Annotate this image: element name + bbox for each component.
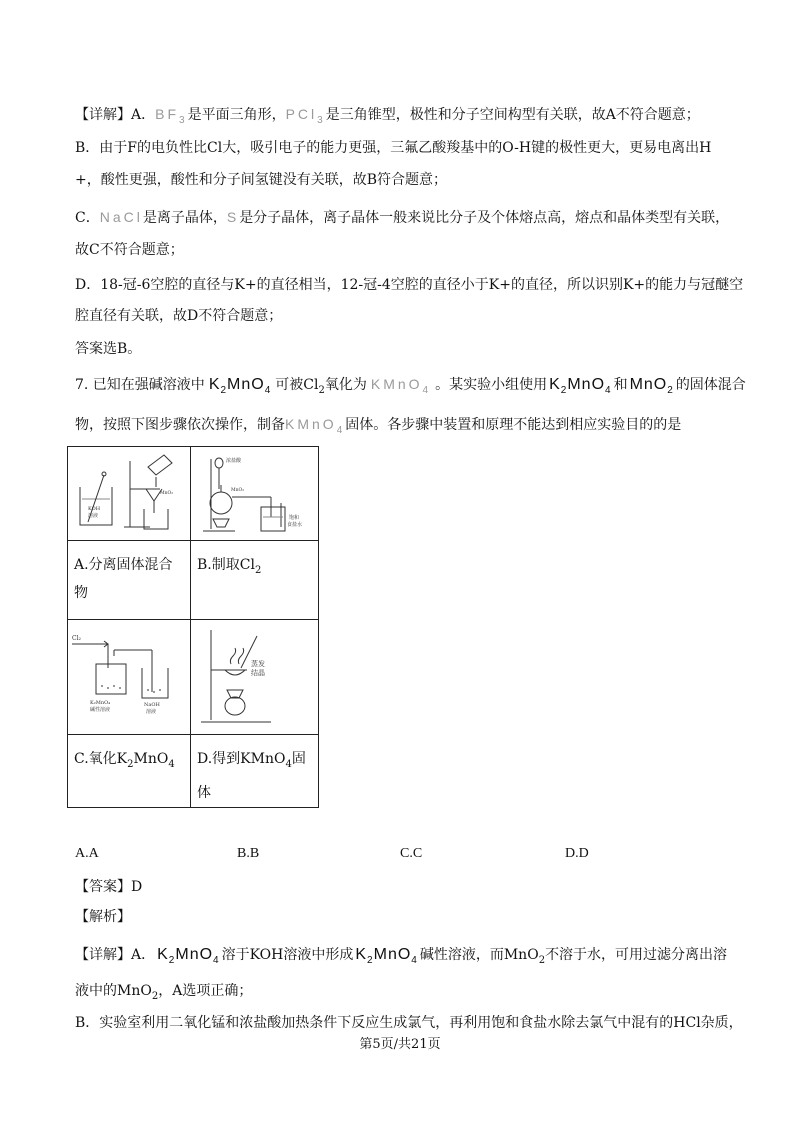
caption-b: B.制取$Cl_2$: [197, 557, 262, 576]
formula-kmno4-2: KMnO$_4$: [285, 416, 346, 436]
formula-k2mno4-4: $K_2MnO_4$: [355, 946, 418, 967]
choice-a[interactable]: A.A: [75, 846, 99, 861]
formula-pcl3: PCl$_3$: [285, 106, 326, 126]
detail-line-a-cont: 液中的MnO$_2$，A选项正确；: [75, 983, 253, 1002]
label-mno2-b: MnO₂: [231, 488, 244, 493]
explanation-line-b-cont: +，酸性更强，酸性和分子间氢键没有关联，故B符合题意；: [75, 172, 448, 188]
figure-cell-b: [191, 447, 319, 541]
explanation-line-d-cont: 腔直径有关联，故D不符合题意；: [75, 308, 283, 324]
filtration-apparatus-figure: [68, 447, 190, 540]
label-cl2: Cl₂: [72, 635, 81, 642]
answer-b-line: 答案选B。: [75, 341, 142, 357]
detail-line-a: 【详解】A． $K_2MnO_4$ 溶于KOH溶液中形成 $K_2MnO_4$ 碱性溶液，而MnO$_2$不溶于水，可用过滤分离出溶: [75, 946, 728, 967]
question-7-line-2: 物，按照下图步骤依次操作，制备KMnO$_4$固体。各步骤中装置和原理不能达到相应实验目的的是: [75, 416, 682, 436]
caption-cell-d: [191, 735, 319, 808]
chlorine-generation-apparatus-figure: [191, 447, 318, 540]
formula-s: S: [226, 209, 240, 225]
analysis-label: 【解析】: [75, 909, 131, 925]
label-naoh: NaOH: [144, 702, 160, 708]
caption-a: A.分离固体混合物: [74, 557, 173, 601]
label-solution: 溶液: [88, 513, 99, 519]
caption-c: C.氧化$K_2MnO_4$: [74, 751, 175, 770]
formula-kmno4: KMnO$_4$: [370, 376, 432, 396]
explanation-line-b: B．由于F的电负性比Cl大，吸引电子的能力更强，三氟乙酸羧基中的O-H键的极性更大，更易电离出H: [75, 140, 712, 156]
figure-cell-a: [68, 447, 191, 541]
choice-c[interactable]: C.C: [400, 846, 423, 861]
figure-cell-d: [191, 620, 319, 735]
figure-cell-c: [68, 620, 191, 735]
options-table: [67, 446, 319, 808]
formula-bf3: $BF_3$: [155, 106, 188, 126]
evaporation-apparatus-figure: [191, 620, 318, 734]
answer-label: 【答案】D: [75, 879, 143, 895]
label-alkaline: 碱性溶液: [90, 707, 111, 713]
choice-b[interactable]: B.B: [237, 846, 260, 861]
label-conc-hcl: 浓盐酸: [226, 458, 242, 464]
formula-k2mno4-2: $K_2MnO_4$: [549, 376, 612, 397]
caption-cell-b: [191, 541, 319, 620]
caption-d: D.得到KMnO$_4$固体: [197, 751, 306, 801]
oxidation-apparatus-figure: [68, 620, 190, 734]
label-naoh-solution: 溶液: [146, 709, 157, 715]
label-k2mno4: K₂MnO₄: [90, 700, 111, 706]
label-evaporate: 蒸发: [251, 660, 265, 668]
caption-cell-c: [68, 735, 191, 808]
caption-cell-a: [68, 541, 191, 620]
detail-line-b: B．实验室利用二氧化锰和浓盐酸加热条件下反应生成氯气，再利用饱和食盐水除去氯气中混有的HCl杂质，: [75, 1015, 743, 1031]
label-koh: KOH: [88, 506, 101, 512]
explanation-line-a: 【详解】A．$BF_3$是平面三角形，PCl$_3$是三角锥型，极性和分子空间构型有关联，故A不符合题意；: [75, 106, 700, 126]
formula-nacl: NaCl: [99, 209, 143, 225]
formula-mno2: MnO$_2$: [629, 376, 674, 397]
formula-k2mno4: $K_2MnO_4$: [208, 376, 272, 397]
label-brine: 食盐水: [287, 522, 303, 528]
choice-d[interactable]: D.D: [565, 846, 589, 861]
label-mno2: MnO₂: [160, 491, 173, 496]
explanation-line-c: C．NaCl是离子晶体，S是分子晶体，离子晶体一般来说比分子及个体熔点高，熔点和晶体类型有关联，: [75, 209, 730, 226]
label-saturated: 饱和: [289, 515, 300, 521]
page-footer: 第5页/共21页: [359, 1037, 441, 1052]
explanation-line-d: D．18-冠-6空腔的直径与K+的直径相当，12-冠-4空腔的直径小于K+的直径，所以识别K+的能力与冠醚空: [75, 277, 744, 293]
label-crystallize: 结晶: [251, 669, 265, 677]
question-7-line-1: 7. 已知在强碱溶液中 $K_2MnO_4$ 可被$Cl_2$氧化为 KMnO$_4$ 。某实验小组使用 $K_2MnO_4$ 和 MnO$_2$ 的固体混合: [75, 376, 746, 397]
formula-k2mno4-3: $K_2MnO_4$: [157, 946, 220, 967]
explanation-line-c-cont: 故C不符合题意；: [75, 242, 184, 258]
